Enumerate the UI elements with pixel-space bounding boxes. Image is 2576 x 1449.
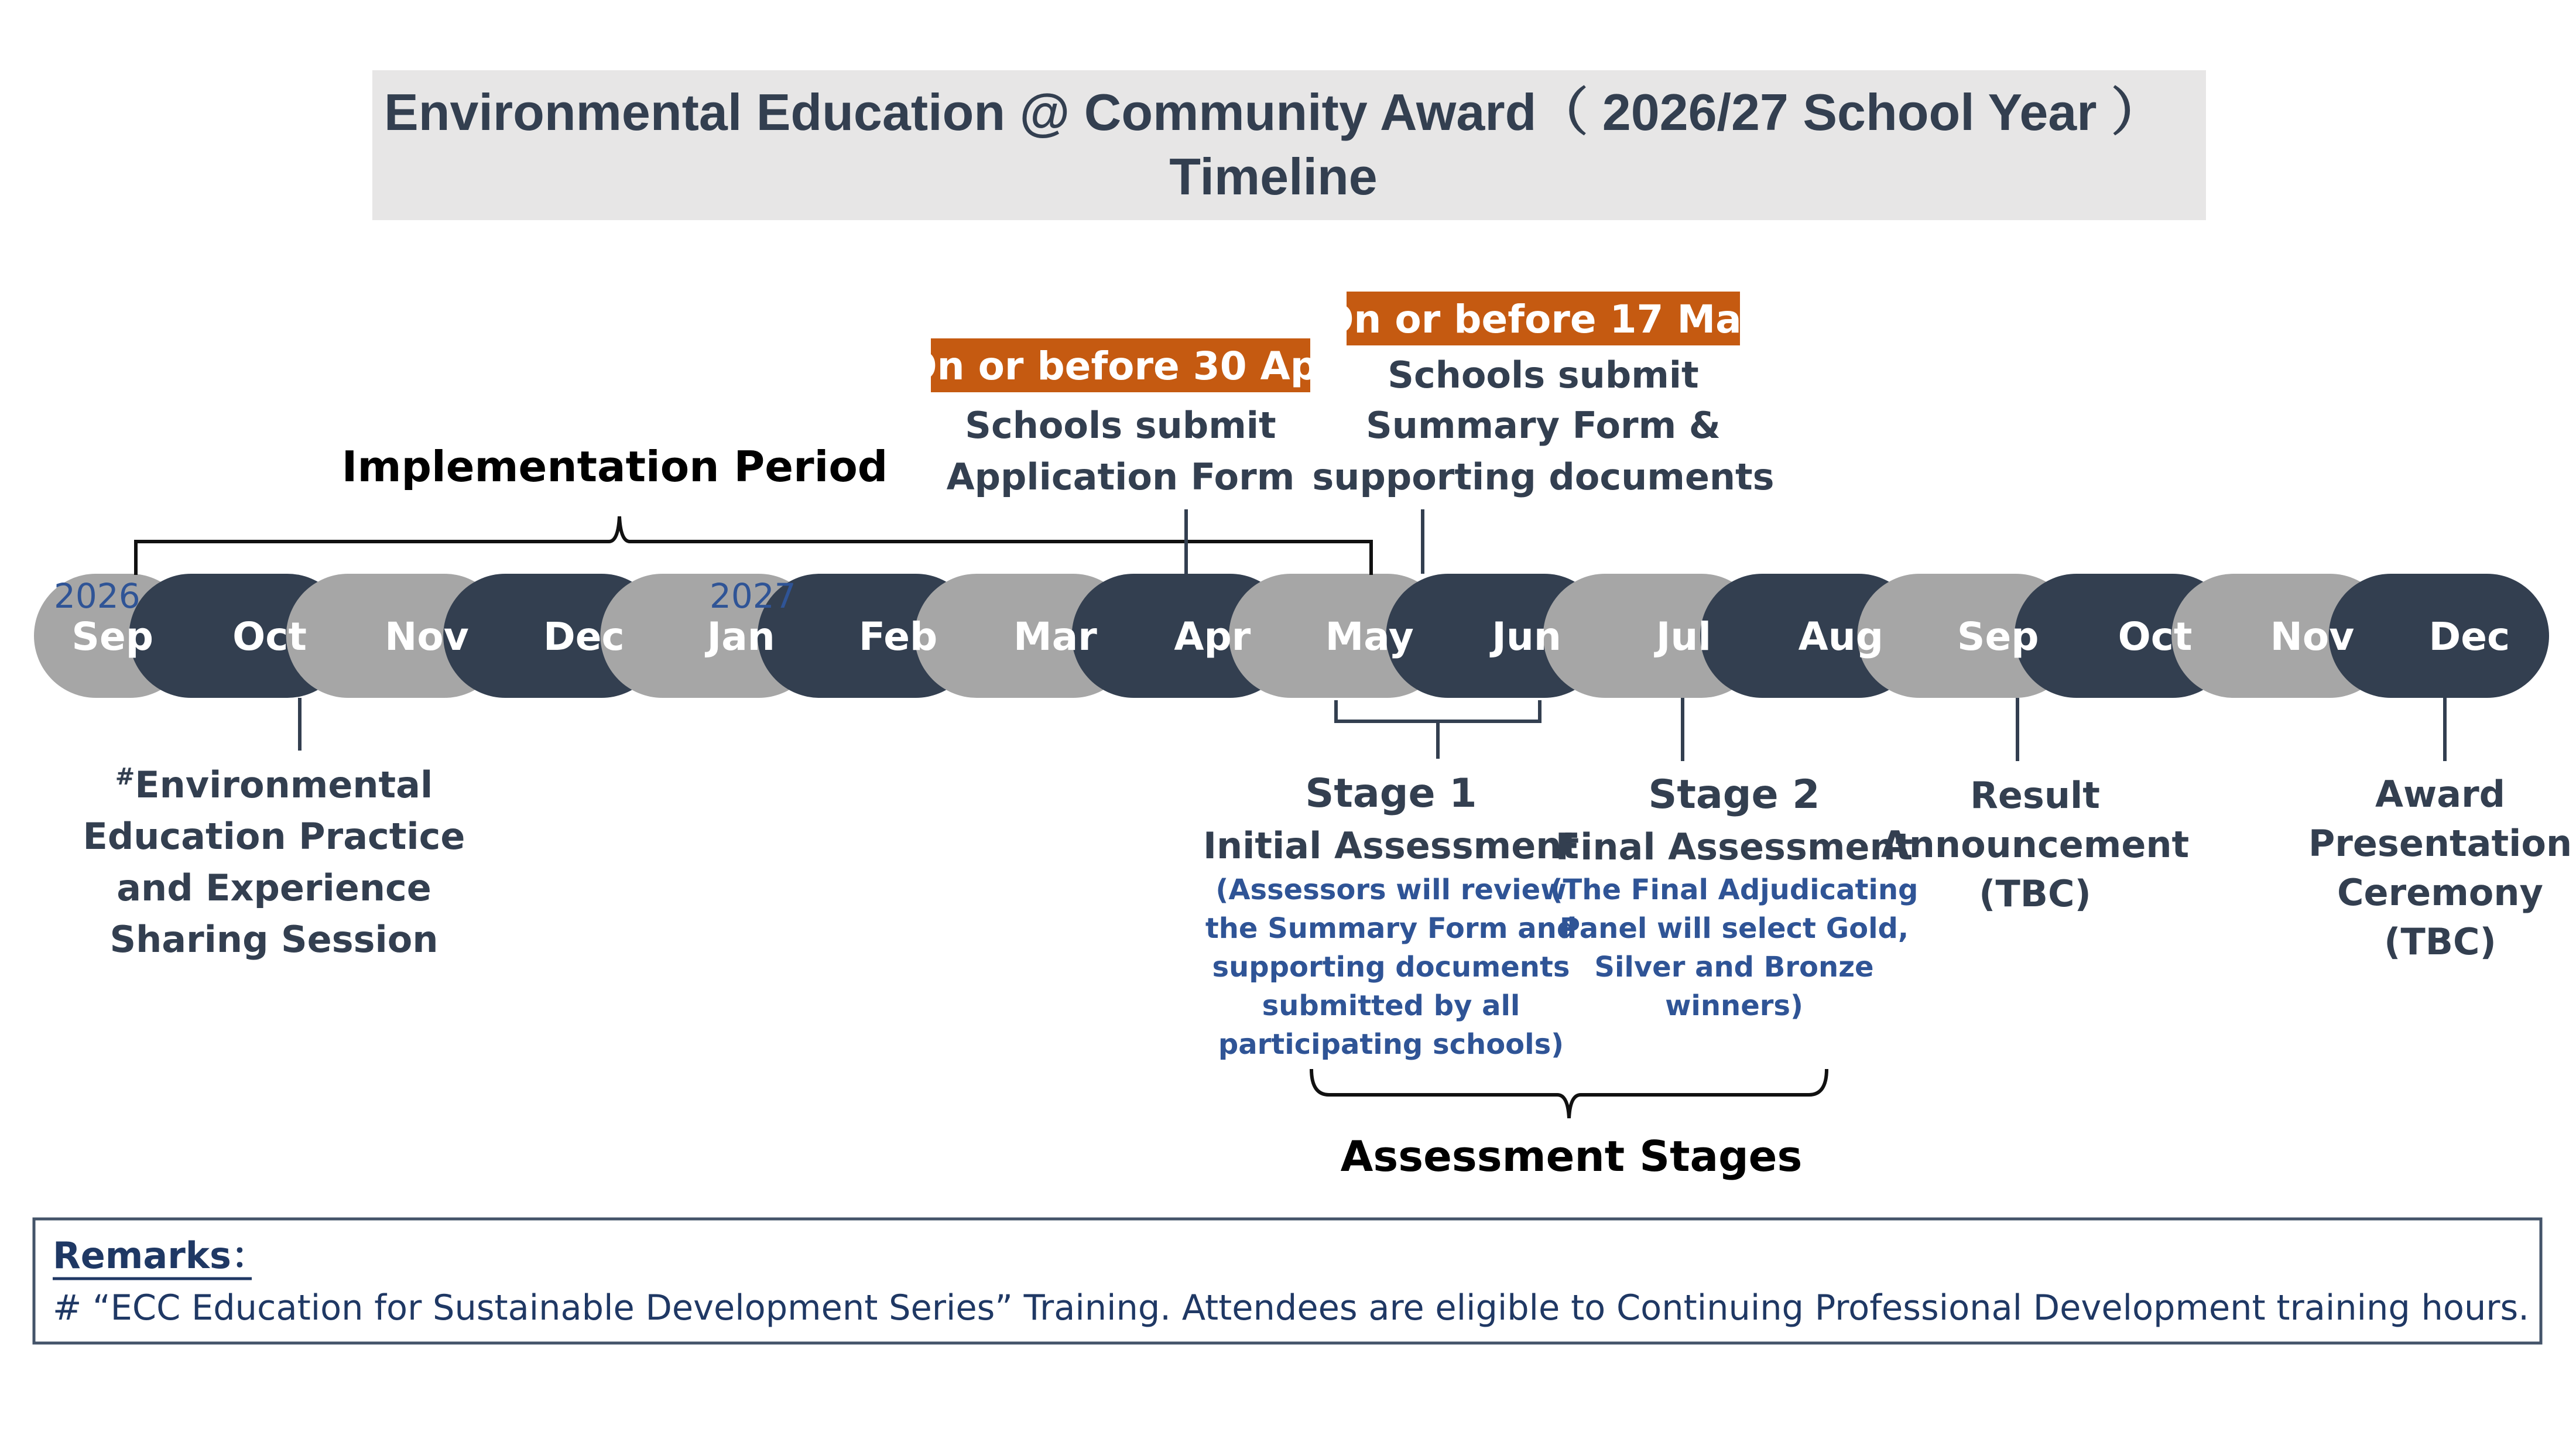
stage2-note-3: Silver and Bronze: [1594, 951, 1874, 984]
stage2-note-1: (The Final Adjudicating: [1550, 873, 1919, 906]
award-line-3: Ceremony: [2337, 871, 2543, 914]
assessment-stages-label: Assessment Stages: [1340, 1132, 1803, 1181]
stage1-note-4: submitted by all: [1262, 989, 1520, 1022]
month-bar: [34, 574, 2549, 698]
result-line-2: Announcement: [1880, 823, 2190, 866]
stage2-title: Final Assessment: [1555, 825, 1913, 868]
deadline-may-text-3: supporting documents: [1312, 455, 1775, 498]
month-label-6: Feb: [858, 614, 938, 659]
month-label-14: Oct: [2118, 614, 2193, 659]
stage1-bracket: [1336, 700, 1540, 759]
stage2-note-2: Panel will select Gold,: [1559, 912, 1909, 945]
assessment-stages-bracket: [1311, 1069, 1827, 1118]
deadline-apr-text-1: Schools submit: [965, 404, 1276, 447]
result-line-1: Result: [1970, 774, 2100, 817]
sharing-session-line-2: Education Practice: [83, 815, 465, 858]
month-label-15: Nov: [2270, 614, 2355, 659]
stage1-title: Initial Assessment: [1203, 824, 1580, 867]
award-line-4: (TBC): [2384, 920, 2496, 963]
year-label-2026: 2026: [54, 576, 141, 616]
month-label-11: Jul: [1656, 614, 1712, 659]
title-line-1: Environmental Education @ Community Award（ 2026/27 School Year ）: [384, 83, 2163, 141]
stage1-heading: Stage 1: [1305, 770, 1477, 817]
month-label-16: Dec: [2428, 614, 2510, 659]
stage2-note-4: winners): [1665, 989, 1803, 1022]
month-label-4: Dec: [543, 614, 625, 659]
stage1-note-1: (Assessors will review: [1215, 873, 1567, 906]
deadline-apr-text-2: Application Form: [946, 455, 1295, 498]
month-label-7: Mar: [1013, 614, 1097, 659]
title-line-2: Timeline: [1169, 148, 1378, 205]
stage2-heading: Stage 2: [1648, 772, 1820, 818]
remarks-text: # “ECC Education for Sustainable Development Series” Training. Attendees are eligible to Continuing Professional Development training hours.: [53, 1287, 2529, 1328]
month-label-8: Apr: [1174, 614, 1251, 659]
month-label-13: Sep: [1957, 614, 2039, 659]
award-line-1: Award: [2375, 773, 2506, 816]
month-label-1: Sep: [71, 614, 153, 659]
month-label-9: May: [1325, 614, 1414, 659]
year-label-2027: 2027: [710, 576, 796, 616]
deadline-may-date: On or before 17 May: [1321, 297, 1766, 342]
stage1-note-5: participating schools): [1218, 1028, 1564, 1061]
deadline-may-text-1: Schools submit: [1388, 354, 1699, 396]
month-label-10: Jun: [1492, 614, 1561, 659]
implementation-period-label: Implementation Period: [341, 442, 888, 491]
stage1-note-3: supporting documents: [1212, 951, 1570, 984]
sharing-session-line-1-text: Environmental: [135, 763, 433, 806]
month-label-3: Nov: [385, 614, 469, 659]
sharing-session-line-4: Sharing Session: [109, 918, 439, 961]
month-label-2: Oct: [232, 614, 307, 659]
month-label-5: Jan: [707, 614, 775, 659]
deadline-apr-date: On or before 30 Apr: [904, 344, 1337, 389]
month-label-12: Aug: [1798, 614, 1883, 659]
result-line-3: (TBC): [1979, 872, 2091, 915]
deadline-may-text-2: Summary Form &: [1366, 404, 1721, 447]
sharing-session-line-1: [115, 763, 433, 806]
sharing-session-line-3: and Experience: [117, 866, 431, 909]
stage1-note-2: the Summary Form and: [1205, 912, 1577, 945]
remarks-title: Remarks：: [53, 1234, 268, 1277]
sharing-session-mark: #: [115, 763, 135, 790]
award-line-2: Presentation: [2308, 822, 2572, 865]
